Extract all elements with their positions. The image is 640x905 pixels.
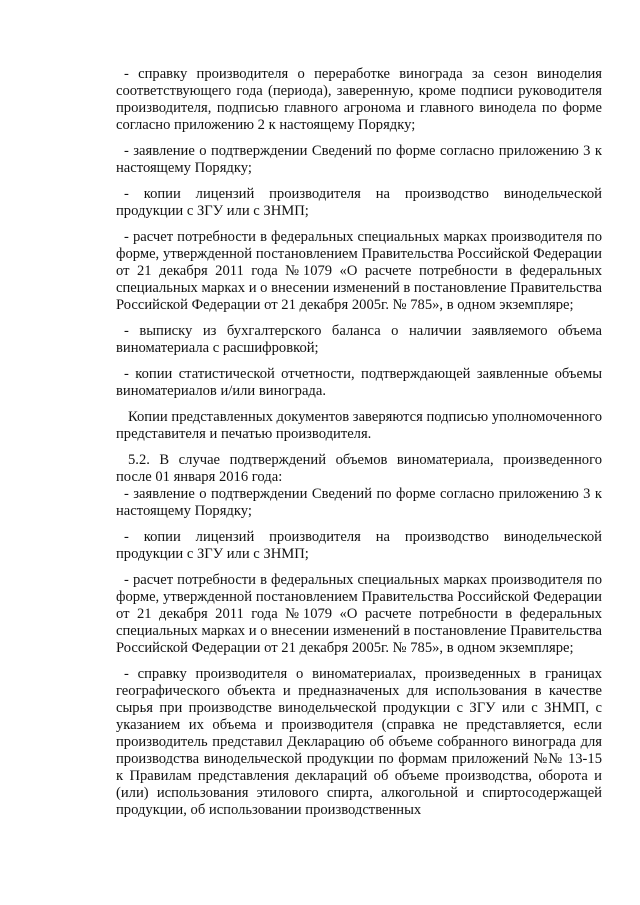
paragraph-wine-material-certificate: - справку производителя о виноматериалах, произведенных в границах географического объекта и предназначеных для использования в качестве сырья при производстве винодельческой продукции с ЗГУ или с ЗНМП, с указанием их объема и производителя (справка не представляется, если производитель представил Декларацию об объеме собранного винограда для производства винодельческой продукции по формам приложений №№ 13-15 к Правилам представления деклараций об объеме производства, оборота и (или) использования этилового спирта, алкогольной и спиртосодержащей продукции, об использовании производственных [116,666,602,818]
paragraph-balance-extract: - выписку из бухгалтерского баланса о наличии заявляемого объема виноматериала с расшифровкой; [116,323,602,356]
paragraph-section-5-2: 5.2. В случае подтверждений объемов виноматериала, произведенного после 01 января 2016 года: [116,452,602,485]
paragraph-copies-certification: Копии представленных документов заверяются подписью уполномоченного представителя и печатью производителя. [116,409,602,442]
paragraph-stamp-demand-calculation-2: - расчет потребности в федеральных специальных марках производителя по форме, утвержденной постановлением Правительства Российской Федерации от 21 декабря 2011 года №1079 «О расчете потребности в федеральных специальных марках и о внесении изменений в постановление Правительства Российской Федерации от 21 декабря 2005г. № 785», в одном экземпляре; [116,572,602,656]
paragraph-stamp-demand-calculation: - расчет потребности в федеральных специальных марках производителя по форме, утвержденной постановлением Правительства Российской Федерации от 21 декабря 2011 года №1079 «О расчете потребности в федеральных специальных марках и о внесении изменений в постановление Правительства Российской Федерации от 21 декабря 2005г. № 785», в одном экземпляре; [116,229,602,313]
paragraph-license-copies: - копии лицензий производителя на производство винодельческой продукции с ЗГУ или с ЗНМП; [116,186,602,219]
paragraph-statistical-reports: - копии статистической отчетности, подтверждающей заявленные объемы виноматериалов и/или винограда. [116,366,602,399]
paragraph-confirmation-statement: - заявление о подтверждении Сведений по форме согласно приложению 3 к настоящему Порядку; [116,143,602,176]
paragraph-confirmation-statement-2: - заявление о подтверждении Сведений по форме согласно приложению 3 к настоящему Порядку; [116,486,602,519]
paragraph-grape-processing-certificate: - справку производителя о переработке винограда за сезон виноделия соответствующего года (периода), заверенную, кроме подписи руководителя производителя, подписью главного агронома и главного винодела по форме согласно приложению 2 к настоящему Порядку; [116,66,602,133]
paragraph-license-copies-2: - копии лицензий производителя на производство винодельческой продукции с ЗГУ или с ЗНМП; [116,529,602,562]
document-page [116,66,602,828]
